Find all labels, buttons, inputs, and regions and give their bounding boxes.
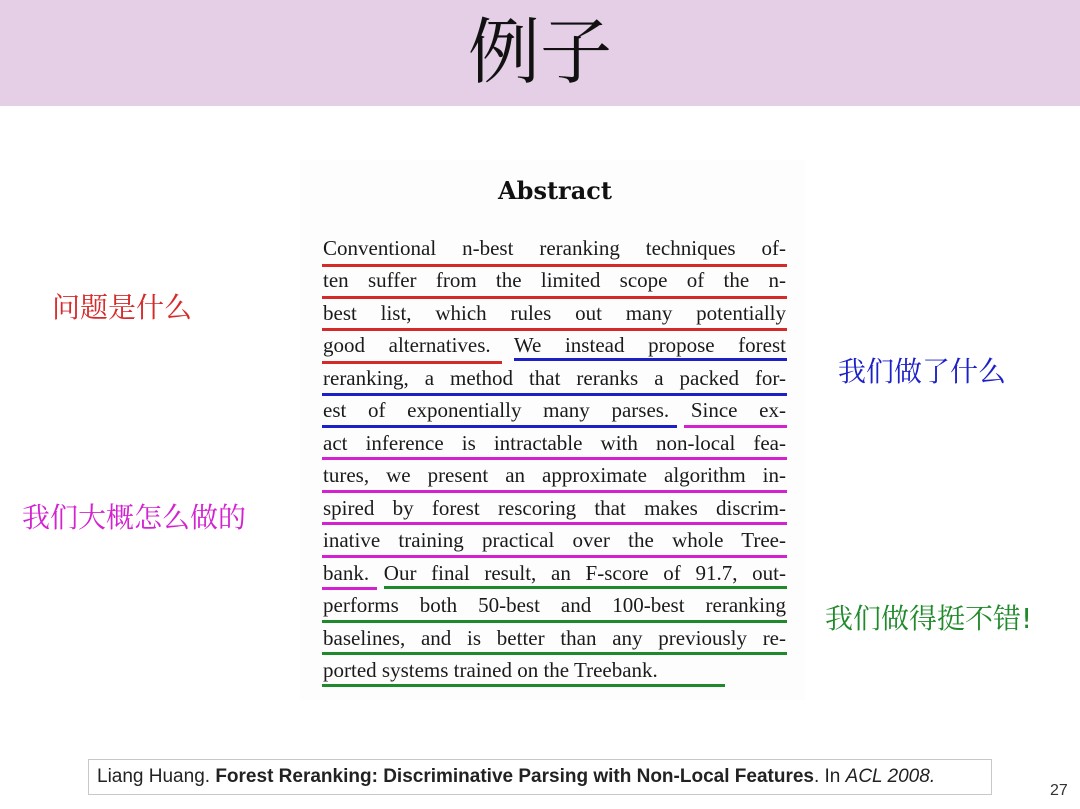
problem-underline xyxy=(322,361,502,364)
annotation-problem: 问题是什么 xyxy=(52,291,193,324)
abstract-line: best list, which rules out many potentially xyxy=(323,301,786,325)
abstract-line: act inference is intractable with non-local fea- xyxy=(323,431,786,455)
abstract-line: Conventional n-best reranking techniques of- xyxy=(323,236,786,260)
annotation-results: 我们做得挺不错! xyxy=(825,602,1033,635)
problem-underline xyxy=(322,328,787,331)
slide-title: 例子 xyxy=(467,10,612,94)
method-underline xyxy=(322,457,787,460)
method-underline xyxy=(684,425,787,428)
result-underline xyxy=(384,586,787,589)
abstract-line: baselines, and is better than any previously re- xyxy=(323,626,786,650)
abstract-line: inative training practical over the whole Tree- xyxy=(323,528,786,552)
annotation-how-we-did: 我们大概怎么做的 xyxy=(22,501,247,534)
abstract-heading: Abstract xyxy=(498,176,612,205)
citation-venue-prefix: . In xyxy=(813,766,846,787)
abstract-line: ten suffer from the limited scope of the n- xyxy=(323,268,786,292)
abstract-line: good alternatives. We instead propose forest xyxy=(323,333,786,357)
abstract-line: reranking, a method that reranks a packed for- xyxy=(323,366,786,390)
citation-venue: ACL 2008. xyxy=(845,766,936,787)
contribution-underline xyxy=(322,393,787,396)
citation-box xyxy=(88,759,992,795)
problem-underline xyxy=(322,296,787,299)
abstract-line: tures, we present an approximate algorithm in- xyxy=(323,463,786,487)
citation-paper-title: Forest Reranking: Discriminative Parsing with Non-Local Features xyxy=(215,766,814,787)
result-underline xyxy=(322,620,787,623)
method-underline xyxy=(322,555,787,558)
method-underline xyxy=(322,522,787,525)
annotation-what-we-did: 我们做了什么 xyxy=(838,355,1007,388)
abstract-line: ported systems trained on the Treebank. xyxy=(323,658,658,682)
method-underline xyxy=(322,587,377,590)
page-number: 27 xyxy=(1050,782,1068,799)
abstract-line: spired by forest rescoring that makes discrim- xyxy=(323,496,786,520)
method-underline xyxy=(322,490,787,493)
abstract-line: est of exponentially many parses. Since ex- xyxy=(323,398,786,422)
citation-author: Liang Huang. xyxy=(97,766,216,787)
result-underline xyxy=(322,684,725,687)
abstract-line: performs both 50-best and 100-best reranking xyxy=(323,593,786,617)
contribution-underline xyxy=(322,425,677,428)
result-underline xyxy=(322,652,787,655)
contribution-underline xyxy=(514,358,787,361)
abstract-line: bank. Our final result, an F-score of 91.7, out- xyxy=(323,561,786,585)
problem-underline xyxy=(322,264,787,267)
